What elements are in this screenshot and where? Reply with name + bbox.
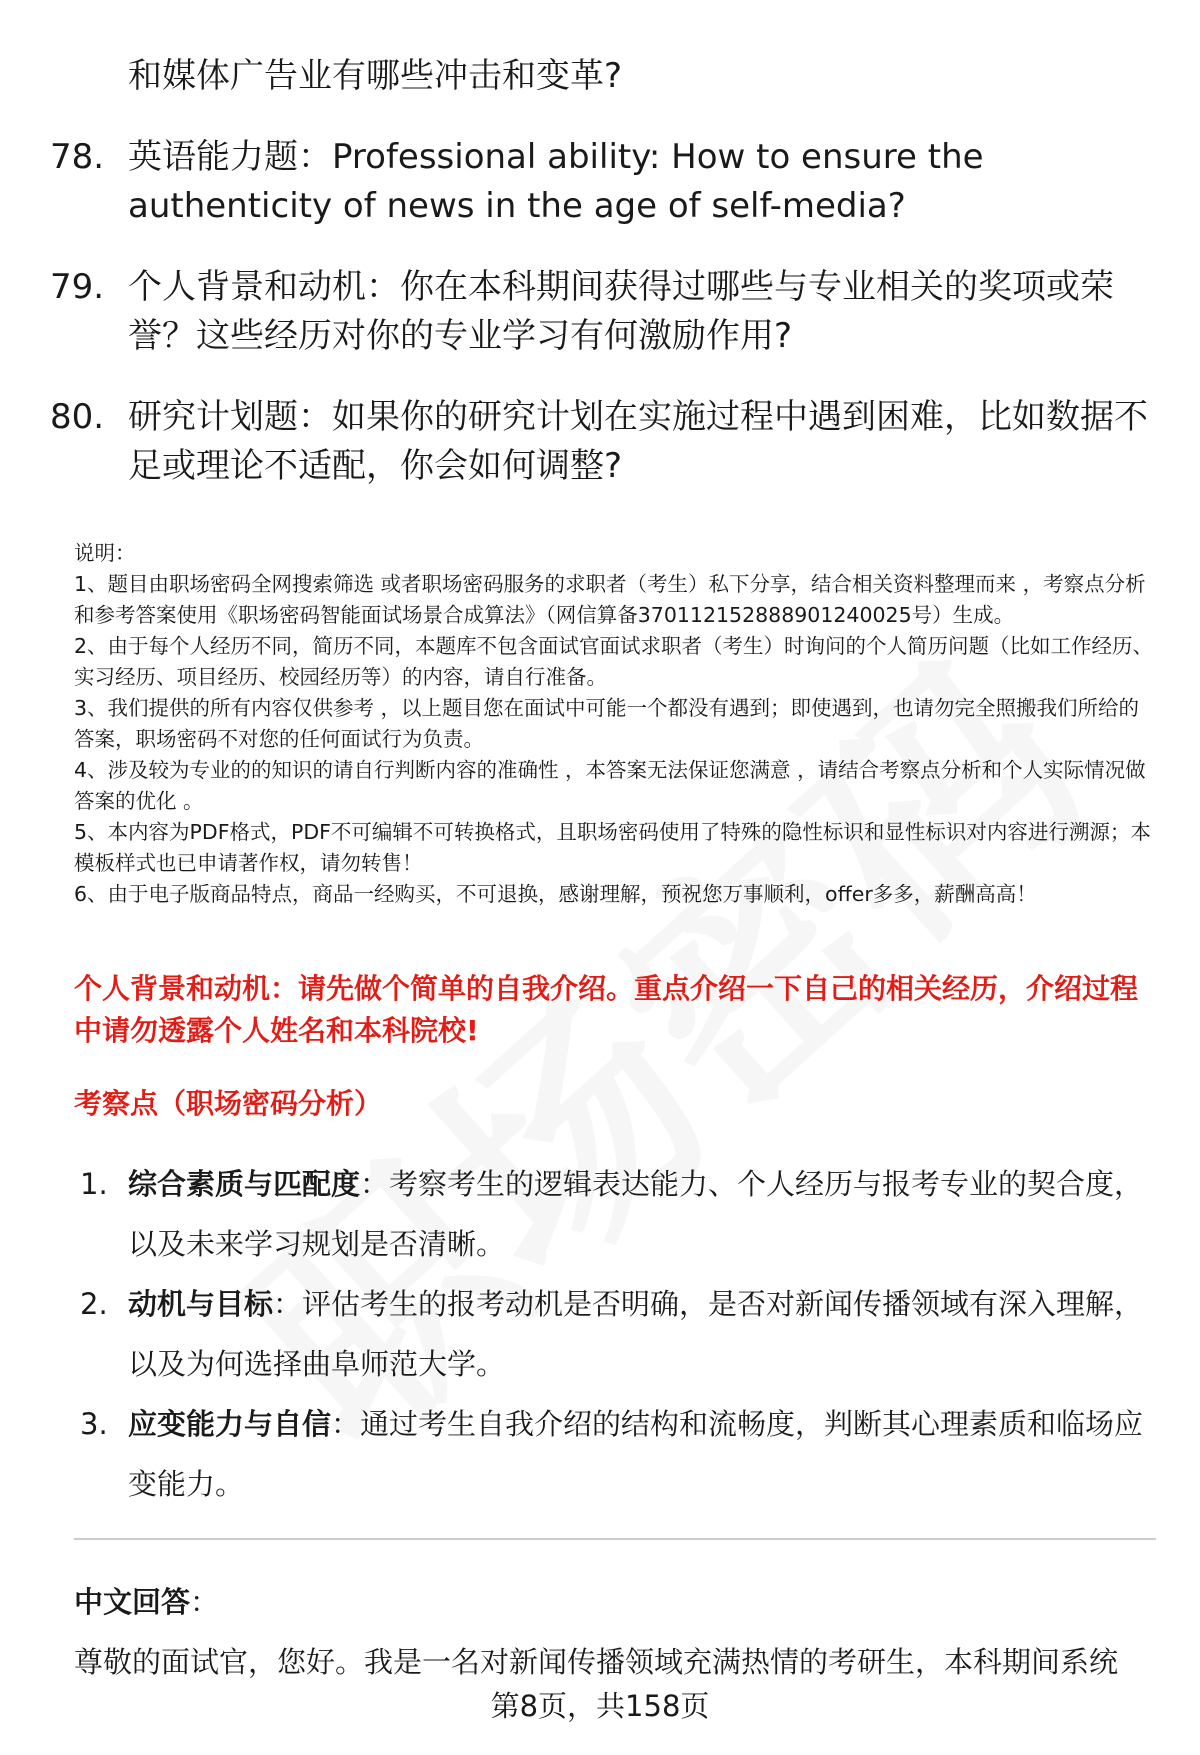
point-body: [128, 1154, 1160, 1274]
page-footer: 第8页，共158页: [490, 1689, 710, 1723]
point-title: 动机与目标: [128, 1287, 274, 1321]
question-list: [50, 52, 1160, 523]
question-text: 英语能力题：Professional ability: How to ensure the authenticity of news in the age of self-media?: [128, 137, 984, 226]
point-title: 应变能力与自信: [128, 1407, 332, 1441]
note-item: 6、由于电子版商品特点，商品一经购买，不可退换，感谢理解，预祝您万事顺利，offer多多，薪酬高高！: [74, 882, 1037, 906]
question-item-78: [50, 133, 1160, 231]
point-number: 2.: [80, 1287, 108, 1321]
question-number: 79.: [50, 267, 105, 307]
note-item: 4、涉及较为专业的的知识的请自行判断内容的准确性 ，本答案无法保证您满意 ，请结合考察点分析和个人实际情况做答案的优化 。: [74, 758, 1146, 813]
notes-section: [74, 538, 1159, 910]
analysis-point: [80, 1394, 1160, 1514]
question-text: 研究计划题：如果你的研究计划在实施过程中遇到困难，比如数据不足或理论不适配，你会如何调整?: [128, 397, 1148, 486]
question-number: 78.: [50, 137, 105, 177]
answer-title-text: 中文回答: [74, 1585, 191, 1619]
answer-title-colon: ：: [190, 1585, 220, 1619]
analysis-point: [80, 1274, 1160, 1394]
analysis-point: [80, 1154, 1160, 1274]
point-number: 3.: [80, 1407, 108, 1441]
question-item-79: [50, 263, 1160, 361]
analysis-points: [80, 1154, 1160, 1514]
question-heading: 个人背景和动机：请先做个简单的自我介绍。重点介绍一下自己的相关经历，介绍过程中请勿透露个人姓名和本科院校!: [74, 972, 1139, 1047]
point-text: ：考察考生的逻辑表达能力、个人经历与报考专业的契合度，以及未来学习规划是否清晰。: [128, 1167, 1144, 1261]
analysis-heading: 考察点（职场密码分析）: [74, 1087, 383, 1120]
point-number: 1.: [80, 1167, 108, 1201]
note-item: 5、本内容为PDF格式，PDF不可编辑不可转换格式，且职场密码使用了特殊的隐性标识和显性标识对内容进行溯源；本模板样式也已申请著作权，请勿转售！: [74, 820, 1151, 875]
question-text: 个人背景和动机：你在本科期间获得过哪些与专业相关的奖项或荣誉？这些经历对你的专业学习有何激励作用?: [128, 267, 1114, 356]
question-item-80: [50, 393, 1160, 491]
note-item: 3、我们提供的所有内容仅供参考 ，以上题目您在面试中可能一个都没有遇到；即使遇到，也请勿完全照搬我们所给的答案，职场密码不对您的任何面试行为负责。: [74, 696, 1140, 751]
note-item: 1、题目由职场密码全网搜索筛选 或者职场密码服务的求职者（考生）私下分享，结合相关资料整理而来 ，考察点分析和参考答案使用《职场密码智能面试场景合成算法》（网信算备370112152888901240025号）生成。: [74, 572, 1146, 627]
answer-title: [74, 1580, 219, 1624]
point-title: 综合素质与匹配度: [128, 1167, 361, 1201]
notes-title: 说明：: [74, 541, 136, 565]
section-divider: [74, 1538, 1156, 1540]
point-text: ：评估考生的报考动机是否明确，是否对新闻传播领域有深入理解，以及为何选择曲阜师范大学。: [128, 1287, 1144, 1381]
answer-text: 尊敬的面试官，您好。我是一名对新闻传播领域充满热情的考研生，本科期间系统: [74, 1645, 1119, 1679]
question-continuation: 和媒体广告业有哪些冲击和变革?: [128, 56, 623, 96]
question-number: 80.: [50, 397, 105, 437]
point-body: [128, 1274, 1160, 1394]
point-text: ：通过考生自我介绍的结构和流畅度，判断其心理素质和临场应变能力。: [128, 1407, 1144, 1501]
point-body: [128, 1394, 1160, 1514]
note-item: 2、由于每个人经历不同，简历不同，本题库不包含面试官面试求职者（考生）时询问的个人简历问题（比如工作经历、实习经历、项目经历、校园经历等）的内容，请自行准备。: [74, 634, 1154, 689]
